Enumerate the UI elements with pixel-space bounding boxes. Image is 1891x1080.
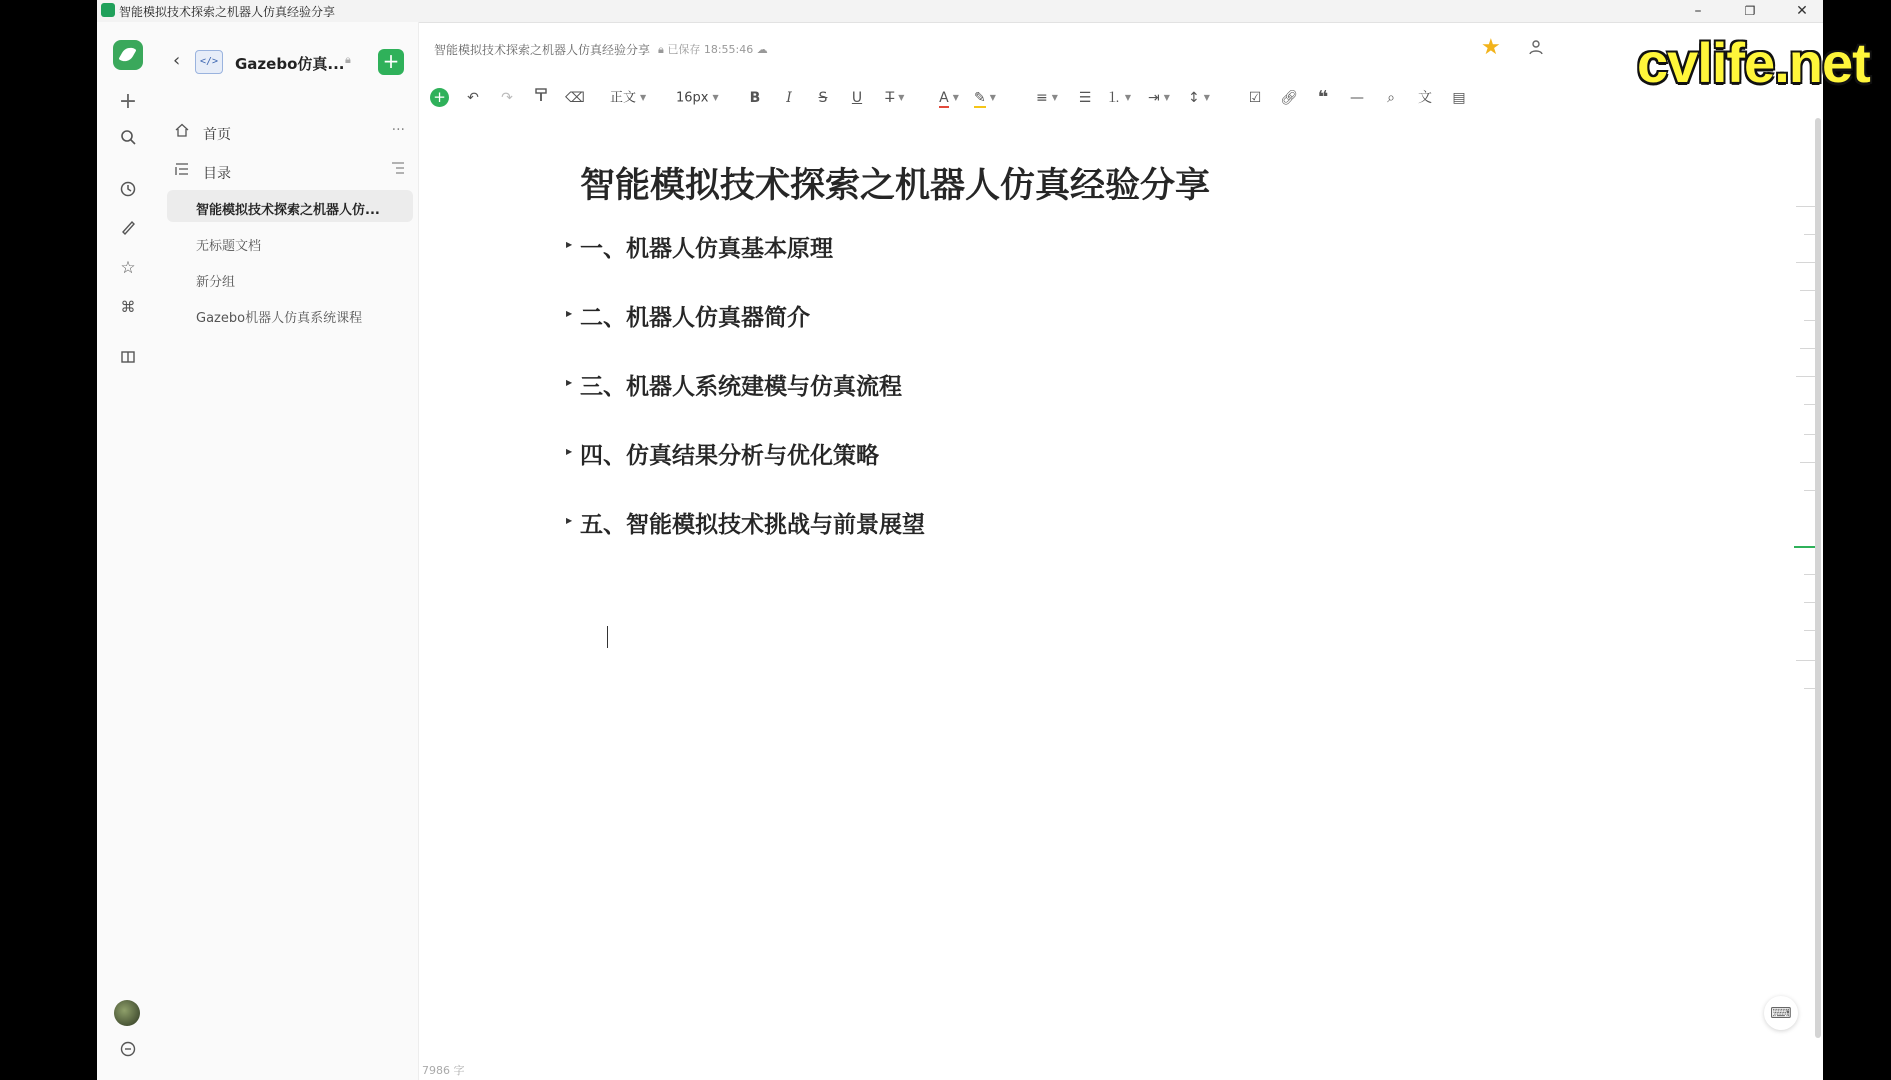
- knowledge-base-name[interactable]: Gazebo仿真...: [235, 55, 345, 73]
- bullet-list-icon[interactable]: ☰: [1078, 90, 1092, 106]
- eraser-icon[interactable]: ⌫: [565, 90, 585, 106]
- text-style-value: 正文: [610, 90, 637, 106]
- link-icon[interactable]: 🔗︎: [1280, 90, 1298, 106]
- italic-button[interactable]: I: [786, 90, 792, 106]
- doc-list-item-label: 智能模拟技术探索之机器人仿...: [196, 203, 380, 218]
- keyboard-shortcut-button[interactable]: ⌨: [1764, 996, 1798, 1030]
- apps-icon[interactable]: ⌘: [120, 298, 136, 316]
- close-button[interactable]: ✕: [1796, 3, 1808, 19]
- heading[interactable]: [566, 437, 879, 470]
- checkbox-icon[interactable]: ☑: [1248, 90, 1262, 106]
- highlight-icon[interactable]: ✎ ▼: [974, 90, 996, 106]
- minimize-button[interactable]: –: [1694, 3, 1702, 19]
- heading-text: 一、机器人仿真基本原理: [580, 236, 833, 262]
- strikethrough-button[interactable]: S: [818, 90, 828, 106]
- find-replace-icon[interactable]: ⌕: [1387, 90, 1395, 106]
- editor-header: [418, 22, 1823, 72]
- more-icon[interactable]: ···: [391, 122, 405, 138]
- collapse-arrow-icon[interactable]: ▶: [566, 240, 573, 249]
- search-icon[interactable]: [116, 128, 140, 152]
- line-spacing-icon[interactable]: ↕ ▼: [1188, 90, 1210, 106]
- title-bar: [97, 0, 1823, 23]
- clock-icon[interactable]: [116, 180, 140, 204]
- bold-button[interactable]: B: [749, 90, 761, 106]
- collapse-arrow-icon[interactable]: ▶: [566, 516, 573, 525]
- font-color-icon[interactable]: A ▼: [939, 90, 959, 106]
- text-style-select[interactable]: 正文 ▼: [610, 90, 647, 106]
- plus-icon[interactable]: +: [118, 89, 138, 114]
- home-icon: [175, 123, 189, 141]
- document-area[interactable]: [418, 118, 1788, 1080]
- collaborator-icon[interactable]: [1528, 39, 1544, 59]
- breadcrumb: 智能模拟技术探索之机器人仿真经验分享: [434, 43, 651, 57]
- undo-icon[interactable]: ↶: [467, 90, 479, 106]
- text-cursor: [607, 626, 608, 648]
- collapse-arrow-icon[interactable]: ▶: [566, 447, 573, 456]
- star-icon[interactable]: ☆: [120, 258, 136, 278]
- heading[interactable]: [566, 299, 810, 332]
- restore-button[interactable]: ❐: [1744, 4, 1756, 18]
- minus-circle-icon[interactable]: [116, 1040, 140, 1064]
- doc-list-item-label: Gazebo机器人仿真系统课程: [196, 311, 363, 326]
- sidebar-item-label: 目录: [203, 166, 231, 182]
- heading-text: 五、智能模拟技术挑战与前景展望: [580, 512, 925, 538]
- font-size-select[interactable]: 16px ▼: [676, 90, 719, 106]
- heading[interactable]: [566, 230, 833, 263]
- redo-icon[interactable]: ↷: [501, 90, 513, 106]
- document-title[interactable]: 智能模拟技术探索之机器人仿真经验分享: [580, 166, 1211, 206]
- pen-icon[interactable]: [116, 218, 140, 242]
- sidebar-item-label: 首页: [203, 127, 231, 143]
- window-title: 智能模拟技术探索之机器人仿真经验分享: [119, 5, 336, 19]
- indent-icon[interactable]: ⇥ ▼: [1148, 90, 1170, 106]
- scrollbar[interactable]: [1815, 118, 1821, 1038]
- watermark: cvlife.net: [1637, 31, 1870, 94]
- font-size-value: 16px: [676, 90, 709, 106]
- editor-toolbar: [418, 82, 1718, 114]
- heading-text: 三、机器人系统建模与仿真流程: [580, 374, 902, 400]
- format-painter-icon[interactable]: [530, 88, 552, 108]
- heading[interactable]: [566, 368, 902, 401]
- outline-minimap[interactable]: [1788, 190, 1818, 710]
- word-count: 7986 字: [422, 1064, 465, 1077]
- collapse-arrow-icon[interactable]: ▶: [566, 309, 573, 318]
- back-icon[interactable]: ‹: [173, 50, 181, 71]
- translate-icon[interactable]: 文: [1418, 90, 1432, 106]
- knowledge-base-icon: </>: [195, 50, 223, 74]
- book-icon[interactable]: [116, 348, 140, 372]
- doc-list-item[interactable]: [167, 298, 413, 330]
- doc-list-item-label: 新分组: [196, 275, 236, 290]
- toc-view-icon[interactable]: [391, 161, 405, 179]
- doc-list-item[interactable]: [167, 262, 413, 294]
- add-doc-button[interactable]: +: [378, 49, 404, 75]
- app-window: [97, 0, 1823, 1080]
- divider-icon[interactable]: —: [1350, 90, 1364, 106]
- numbered-list-icon[interactable]: ⒈ ▼: [1106, 90, 1132, 106]
- sidebar-item-home[interactable]: [167, 116, 413, 148]
- heading-text: 四、仿真结果分析与优化策略: [580, 443, 879, 469]
- doc-list-item-label: 无标题文档: [196, 239, 262, 254]
- insert-add-button[interactable]: +: [430, 88, 449, 107]
- heading[interactable]: [566, 506, 925, 539]
- heading-text: 二、机器人仿真器简介: [580, 305, 810, 331]
- nav-rail: [97, 22, 160, 1080]
- doc-list-item[interactable]: [167, 226, 413, 258]
- favorite-star-icon[interactable]: ★: [1481, 35, 1501, 60]
- underline-button[interactable]: U: [851, 90, 863, 106]
- app-logo-icon: [101, 3, 115, 17]
- clear-format-icon[interactable]: T̶ ▼: [885, 90, 905, 106]
- avatar[interactable]: [114, 1000, 140, 1026]
- lock-icon: 🔒︎: [345, 53, 351, 66]
- quote-icon[interactable]: ❝: [1317, 87, 1329, 108]
- sidebar: [159, 22, 419, 1080]
- calculator-icon[interactable]: ▤: [1452, 90, 1466, 106]
- doc-list-item[interactable]: [167, 190, 413, 222]
- save-status-text: 已保存 18:55:46: [667, 43, 754, 56]
- app-logo-icon[interactable]: [113, 40, 143, 70]
- sidebar-item-toc[interactable]: [167, 155, 413, 187]
- collapse-arrow-icon[interactable]: ▶: [566, 378, 573, 387]
- save-status: 🔒︎ 已保存 18:55:46 ☁: [658, 43, 768, 56]
- align-icon[interactable]: ≡ ▼: [1036, 90, 1058, 106]
- list-icon: [175, 162, 189, 180]
